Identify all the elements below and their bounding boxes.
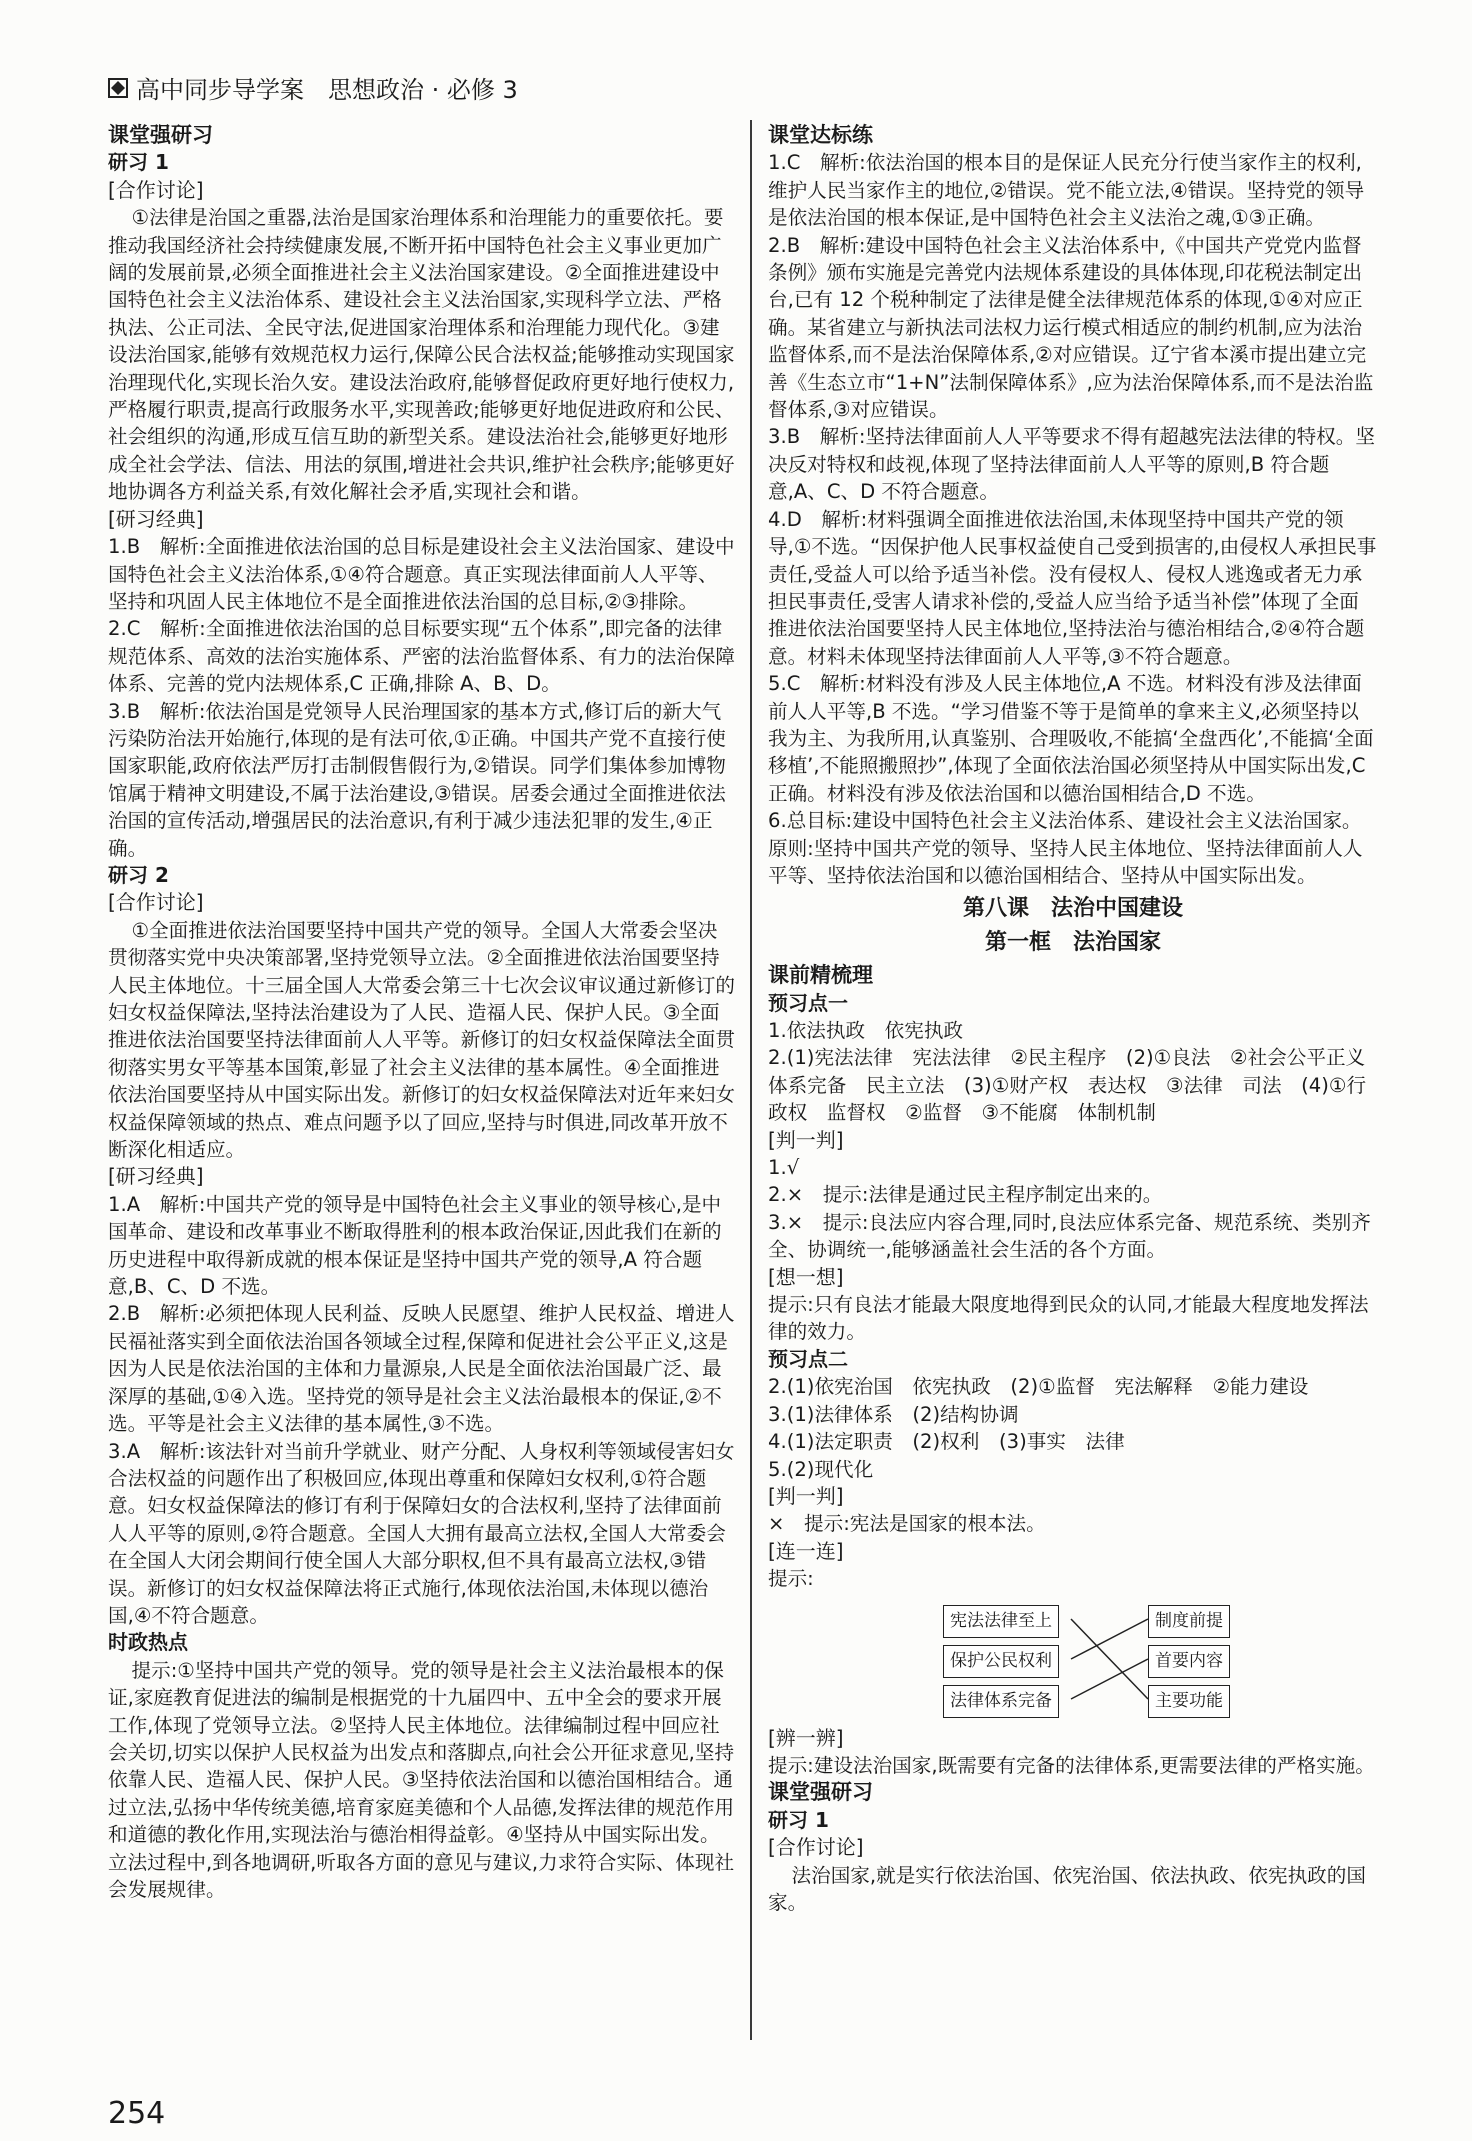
subsection-heading: 预习点二 (768, 1346, 848, 1371)
bracket-label: [连一连] (768, 1538, 844, 1563)
diamond-icon (108, 78, 128, 98)
right-column (768, 122, 1385, 1916)
diagram-left-box: 保护公民权利 (943, 1645, 1059, 1678)
answer-item: 2.C 解析:全面推进依法治国的总目标要实现“五个体系”,即完备的法律规范体系、高效的法治实施体系、严密的法治监督体系、有力的法治保障体系、完善的党内法规体系,C 正确,排除 A、B、D。 (108, 617, 735, 696)
answer-item: 4.D 解析:材料强调全面推进依法治国,未体现坚持中国共产党的领导,①不选。“因保护他人民事权益使自己受到损害的,由侵权人承担民事责任,受益人可以给予适当补偿。没有侵权人、侵权人逃逸或者无力承担民事责任,受害人请求补偿的,受益人应当给予适当补偿”体现了全面推进依法治国要坚持人民主体地位,坚持法治与德治相结合,②④符合题意。材料未体现坚持法律面前人人平等,③不符合题意。 (768, 507, 1377, 668)
diagram-right-box: 制度前提 (1148, 1605, 1230, 1638)
answer-item: 1.√ (768, 1156, 800, 1180)
bracket-label: [合作讨论] (108, 177, 204, 202)
bracket-label-row (768, 1483, 1378, 1510)
lesson-title: 第一框 法治国家 (984, 929, 1161, 955)
diagram-right-box: 首要内容 (1148, 1645, 1230, 1678)
paragraph: 提示: (768, 1567, 814, 1591)
subsection-heading: 预习点一 (768, 990, 848, 1015)
answer-item: 2.× 提示:法律是通过民主程序制定出来的。 (768, 1183, 1163, 1207)
answer-item: 1.C 解析:依法治国的根本目的是保证人民充分行使当家作主的权利,维护人民当家作主的地位,②错误。党不能立法,④错误。坚持党的领导是依法治国的根本保证,是中国特色社会主义法治之魂,①③正确。 (768, 151, 1365, 230)
bracket-label: [判一判] (768, 1127, 844, 1152)
bracket-label: [研习经典] (108, 1164, 204, 1189)
answer-item: 5.(2)现代化 (768, 1457, 874, 1481)
diagram-right-box: 主要功能 (1148, 1685, 1230, 1718)
answer-item: 2.(1)依宪治国 依宪执政 (2)①监督 宪法解释 ②能力建设 (768, 1375, 1309, 1399)
bracket-label-row (768, 1264, 1378, 1291)
answer-item: 2.B 解析:必须把体现人民利益、反映人民愿望、维护人民权益、增进人民福祉落实到全面依法治国各领域全过程,保障和促进社会公平正义,这是因为人民是依法治国的主体和力量源泉,人民是全面依法治国最广泛、最深厚的基础,①④入选。坚持党的领导是社会主义法治最根本的保证,②不选。平等是社会主义法律的基本属性,③不选。 (108, 1302, 735, 1436)
diagram-lines (943, 1601, 1263, 1719)
bracket-label-row (768, 1725, 1378, 1752)
answer-item: 5.C 解析:材料没有涉及人民主体地位,A 不选。材料没有涉及法律面前人人平等,B 不选。“学习借鉴不等于是简单的拿来主义,必须坚持以我为主、为我所用,认真鉴别、合理吸收,不能搞‘全盘西化’,不能搞‘全面移植’,不能照搬照抄”,体现了全面依法治国必须坚持从中国实际出发,C 正确。材料没有涉及依法治国和以德治国相结合,D 不选。 (768, 672, 1374, 805)
diagram-connector-line (1071, 1619, 1148, 1659)
answer-item: 3.A 解析:该法针对当前升学就业、财产分配、人身权利等领域侵害妇女合法权益的问题作出了积极回应,体现出尊重和保障妇女权利,①符合题意。妇女权益保障法的修订有利于保障妇女的合法权利,坚持了法律面前人人平等的原则,②符合题意。全国人大拥有最高立法权,全国人大常委会在全国人大闭会期间行使全国人大部分职权,但不具有最高立法权,③错误。新修订的妇女权益保障法将正式施行,体现依法治国,未体现以德治国,④不符合题意。 (108, 1439, 735, 1627)
bracket-label-row (768, 1127, 1378, 1154)
bracket-label-row (108, 177, 736, 204)
answer-item: 3.B 解析:坚持法律面前人人平等要求不得有超越宪法法律的特权。坚决反对特权和歧视,体现了坚持法律面前人人平等的原则,B 符合题意,A、C、D 不符合题意。 (768, 425, 1375, 504)
answer-item: 2.(1)宪法法律 宪法法律 ②民主程序 (2)①良法 ②社会公平正义 体系完备 民主立法 (3)①财产权 表达权 ③法律 司法 (4)①行政权 监督权 ②监督 ③不能腐 体制机制 (768, 1046, 1385, 1125)
left-column (108, 122, 736, 1903)
bracket-label: [合作讨论] (108, 890, 204, 915)
section-heading: 课堂强研习 (108, 123, 213, 147)
subsection-heading: 时政热点 (108, 1630, 188, 1655)
bracket-label-row (108, 506, 736, 533)
page-number: 254 (108, 2096, 166, 2131)
lesson-title: 第八课 法治中国建设 (962, 896, 1183, 922)
column-divider (750, 120, 752, 2040)
answer-item: 3.B 解析:依法治国是党领导人民治理国家的基本方式,修订后的新大气污染防治法开始施行,体现的是有法可依,①正确。中国共产党不直接行使国家职能,政府依法严厉打击制假售假行为,②错误。同学们集体参加博物馆属于精神文明建设,不属于法治建设,③错误。居委会通过全面推进依法治国的宣传活动,增强居民的法治意识,有利于减少违法犯罪的发生,④正确。 (108, 699, 726, 860)
matching-diagram (943, 1601, 1263, 1719)
page-header (108, 70, 518, 105)
bracket-label-row (108, 889, 736, 916)
paragraph: ①全面推进依法治国要坚持中国共产党的领导。全国人大常委会坚决贯彻落实党中央决策部署,坚持党领导立法。②全面推进依法治国要坚持人民主体地位。十三届全国人大常委会第三十七次会议审议通过新修订的妇女权益保障法,坚持法治建设为了人民、造福人民、保护人民。③全面推进依法治国要坚持法律面前人人平等。新修订的妇女权益保障法全面贯彻落实男女平等基本国策,彰显了社会主义法律的基本属性。④全面推进依法治国要坚持从中国实际出发。新修订的妇女权益保障法对近年来妇女权益保障领域的热点、难点问题予以了回应,坚持与时俱进,同改革开放不断深化相适应。 (108, 918, 735, 1162)
bracket-label: [想一想] (768, 1264, 844, 1289)
answer-item: × 提示:宪法是国家的根本法。 (768, 1512, 1046, 1536)
bracket-label-row (768, 1834, 1378, 1861)
diagram-connector-line (1071, 1619, 1148, 1699)
bracket-label: [辨一辨] (768, 1725, 844, 1750)
paragraph: 提示:①坚持中国共产党的领导。党的领导是社会主义法治最根本的保证,家庭教育促进法的编制是根据党的十九届四中、五中全会的要求开展工作,体现了党领导立法。②坚持人民主体地位。法律编制过程中回应社会关切,切实以保护人民权益为出发点和落脚点,向社会公开征求意见,坚持依靠人民、造福人民、保护人民。③坚持依法治国和以德治国相结合。通过立法,弘扬中华传统美德,培育家庭美德和个人品德,发挥法律的规范作用和道德的教化作用,实现法治与德治相得益彰。④坚持从中国实际出发。立法过程中,到各地调研,听取各方面的意见与建议,力求符合实际、体现社会发展规律。 (108, 1658, 735, 1901)
bracket-label: [判一判] (768, 1483, 844, 1508)
answer-item: 4.(1)法定职责 (2)权利 (3)事实 法律 (768, 1430, 1125, 1454)
bracket-label: [研习经典] (108, 506, 204, 531)
answer-item: 3.(1)法律体系 (2)结构协调 (768, 1402, 1019, 1426)
paragraph: ①法律是治国之重器,法治是国家治理体系和治理能力的重要依托。要推动我国经济社会持续健康发展,不断开拓中国特色社会主义事业更加广阔的发展前景,必须全面推进社会主义法治国家建设。②全面推进建设中国特色社会主义法治体系、建设社会主义法治国家,实现科学立法、严格执法、公正司法、全民守法,促进国家治理体系和治理能力现代化。③建设法治国家,能够有效规范权力运行,保障公民合法权益;能够推动实现国家治理现代化,实现长治久安。建设法治政府,能够督促政府更好地行使权力,严格履行职责,提高行政服务水平,实现善政;能够更好地促进政府和公民、社会组织的沟通,形成互信互助的新型关系。建设法治社会,能够更好地形成全社会学法、信法、用法的氛围,增进社会共识,维护社会秩序;能够更好地协调各方利益关系,有效化解社会矛盾,实现社会和谐。 (108, 206, 735, 504)
paragraph: 原则:坚持中国共产党的领导、坚持人民主体地位、坚持法律面前人人平等、坚持依法治国和以德治国相结合、坚持从中国实际出发。 (768, 836, 1363, 887)
section-heading: 课堂强研习 (768, 1780, 873, 1805)
bracket-label-row (768, 1538, 1378, 1565)
header-title: 高中同步导学案 思想政治 · 必修 3 (136, 76, 518, 104)
subsection-heading: 研习 2 (108, 862, 169, 887)
section-heading: 课堂达标练 (768, 123, 873, 147)
bracket-label-row (108, 1163, 736, 1190)
diagram-connector-line (1071, 1659, 1148, 1699)
section-heading: 课前精梳理 (768, 963, 873, 988)
answer-item: 1.A 解析:中国共产党的领导是中国特色社会主义事业的领导核心,是中国革命、建设和改革事业不断取得胜利的根本政治保证,因此我们在新的历史进程中取得新成就的根本保证是坚持中国共产党的领导,A 符合题意,B、C、D 不选。 (108, 1192, 722, 1299)
answer-item: 1.依法执政 依宪执政 (768, 1019, 964, 1042)
answer-item: 6.总目标:建设中国特色社会主义法治体系、建设社会主义法治国家。 (768, 809, 1362, 833)
answer-item: 1.B 解析:全面推进依法治国的总目标是建设社会主义法治国家、建设中国特色社会主义法治体系,①④符合题意。真正实现法律面前人人平等、坚持和巩固人民主体地位不是全面推进依法治国的总目标,②③排除。 (108, 535, 735, 613)
subsection-heading: 研习 1 (108, 150, 169, 175)
paragraph: 提示:只有良法才能最大限度地得到民众的认同,才能最大程度地发挥法律的效力。 (768, 1293, 1369, 1344)
answer-item: 2.B 解析:建设中国特色社会主义法治体系中,《中国共产党党内监督条例》颁布实施是完善党内法规体系建设的具体体现,印花税法制定出台,已有 12 个税种制定了法律是健全法律规范体系的体现,①④对应正确。某省建立与新执法司法权力运行模式相适应的制约机制,应为法治监督体系,而不是法治保障体系,②对应错误。辽宁省本溪市提出建立完善《生态立市“1+N”法制保障体系》,应为法治保障体系,而不是法治监督体系,③对应错误。 (768, 233, 1374, 422)
diagram-left-box: 法律体系完备 (943, 1685, 1059, 1718)
bracket-label: [合作讨论] (768, 1835, 864, 1860)
paragraph: 提示:建设法治国家,既需要有完备的法律体系,更需要法律的严格实施。 (768, 1753, 1375, 1777)
diagram-left-box: 宪法法律至上 (943, 1605, 1059, 1638)
subsection-heading: 研习 1 (768, 1807, 829, 1832)
paragraph: 法治国家,就是实行依法治国、依宪治国、依法执政、依宪执政的国家。 (768, 1863, 1366, 1914)
answer-item: 3.× 提示:良法应内容合理,同时,良法应体系完备、规范系统、类别齐全、协调统一,能够涵盖社会生活的各个方面。 (768, 1210, 1371, 1262)
